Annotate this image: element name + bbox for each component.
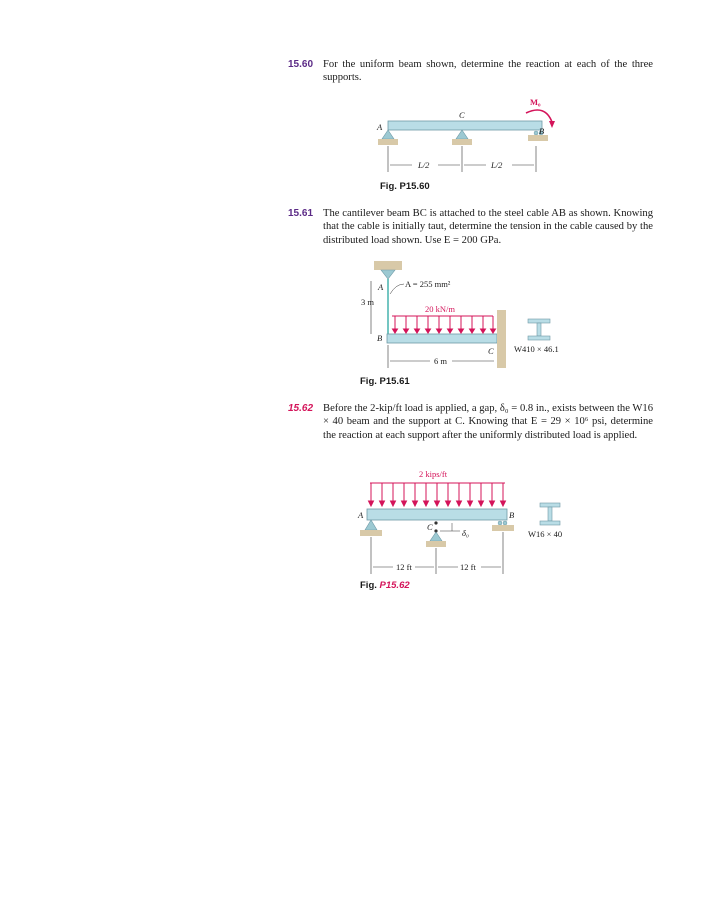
label-section: W16 × 40 [528, 529, 563, 539]
beam [367, 509, 507, 520]
problem-text: Before the 2-kip/ft load is applied, a gap, δ₀ = 0.8 in., exists between the W16 × 40 beam and the support at C. Knowing that E = 29 × 10⁶ psi, determine the reaction at each support after the uniformly distributed load is applied. [323, 403, 653, 441]
problem-number: 15.62 [288, 403, 314, 414]
label-c: C [427, 522, 433, 532]
problem-text: For the uniform beam shown, determine the reaction at each of the three supports. [323, 59, 653, 84]
caption-id: P15.62 [379, 580, 410, 591]
figure-caption: Fig. P15.61 [360, 376, 410, 387]
pin-support-c [430, 532, 442, 541]
label-b: B [377, 333, 383, 343]
figure-caption [360, 580, 410, 591]
caption-prefix: Fig. [360, 580, 380, 591]
label-height: 3 m [361, 297, 374, 307]
label-moment: M₀ [530, 97, 541, 107]
span-1: 12 ft [396, 562, 412, 572]
label-load: 2 kips/ft [419, 469, 448, 479]
span-1: L/2 [418, 160, 430, 170]
pin-support-a [365, 520, 377, 530]
label-gap: δ₀ [462, 528, 469, 538]
problem-text: The cantilever beam BC is attached to the steel cable AB as shown. Knowing that the cable is initially taut, determine the tension in the cable caused by the distributed load shown. Use E = 200 GPa. [323, 208, 653, 246]
label-a: A [358, 510, 364, 520]
label-length: 6 m [434, 356, 447, 366]
label-c: C [459, 110, 465, 120]
label-a: A [378, 282, 384, 292]
label-b: B [509, 510, 515, 520]
span-2: L/2 [491, 160, 503, 170]
label-a: A [377, 122, 383, 132]
load-arrows [369, 483, 506, 506]
span-2: 12 ft [460, 562, 476, 572]
label-section: W410 × 46.1 [514, 344, 559, 354]
label-area: A = 255 mm² [405, 279, 451, 289]
label-c: C [488, 346, 494, 356]
i-section-icon [540, 503, 560, 525]
label-b: B [539, 126, 545, 136]
problem-number: 15.61 [288, 208, 314, 219]
problem-number: 15.60 [288, 59, 314, 70]
label-load: 20 kN/m [425, 304, 455, 314]
figure-caption: Fig. P15.60 [380, 181, 430, 192]
